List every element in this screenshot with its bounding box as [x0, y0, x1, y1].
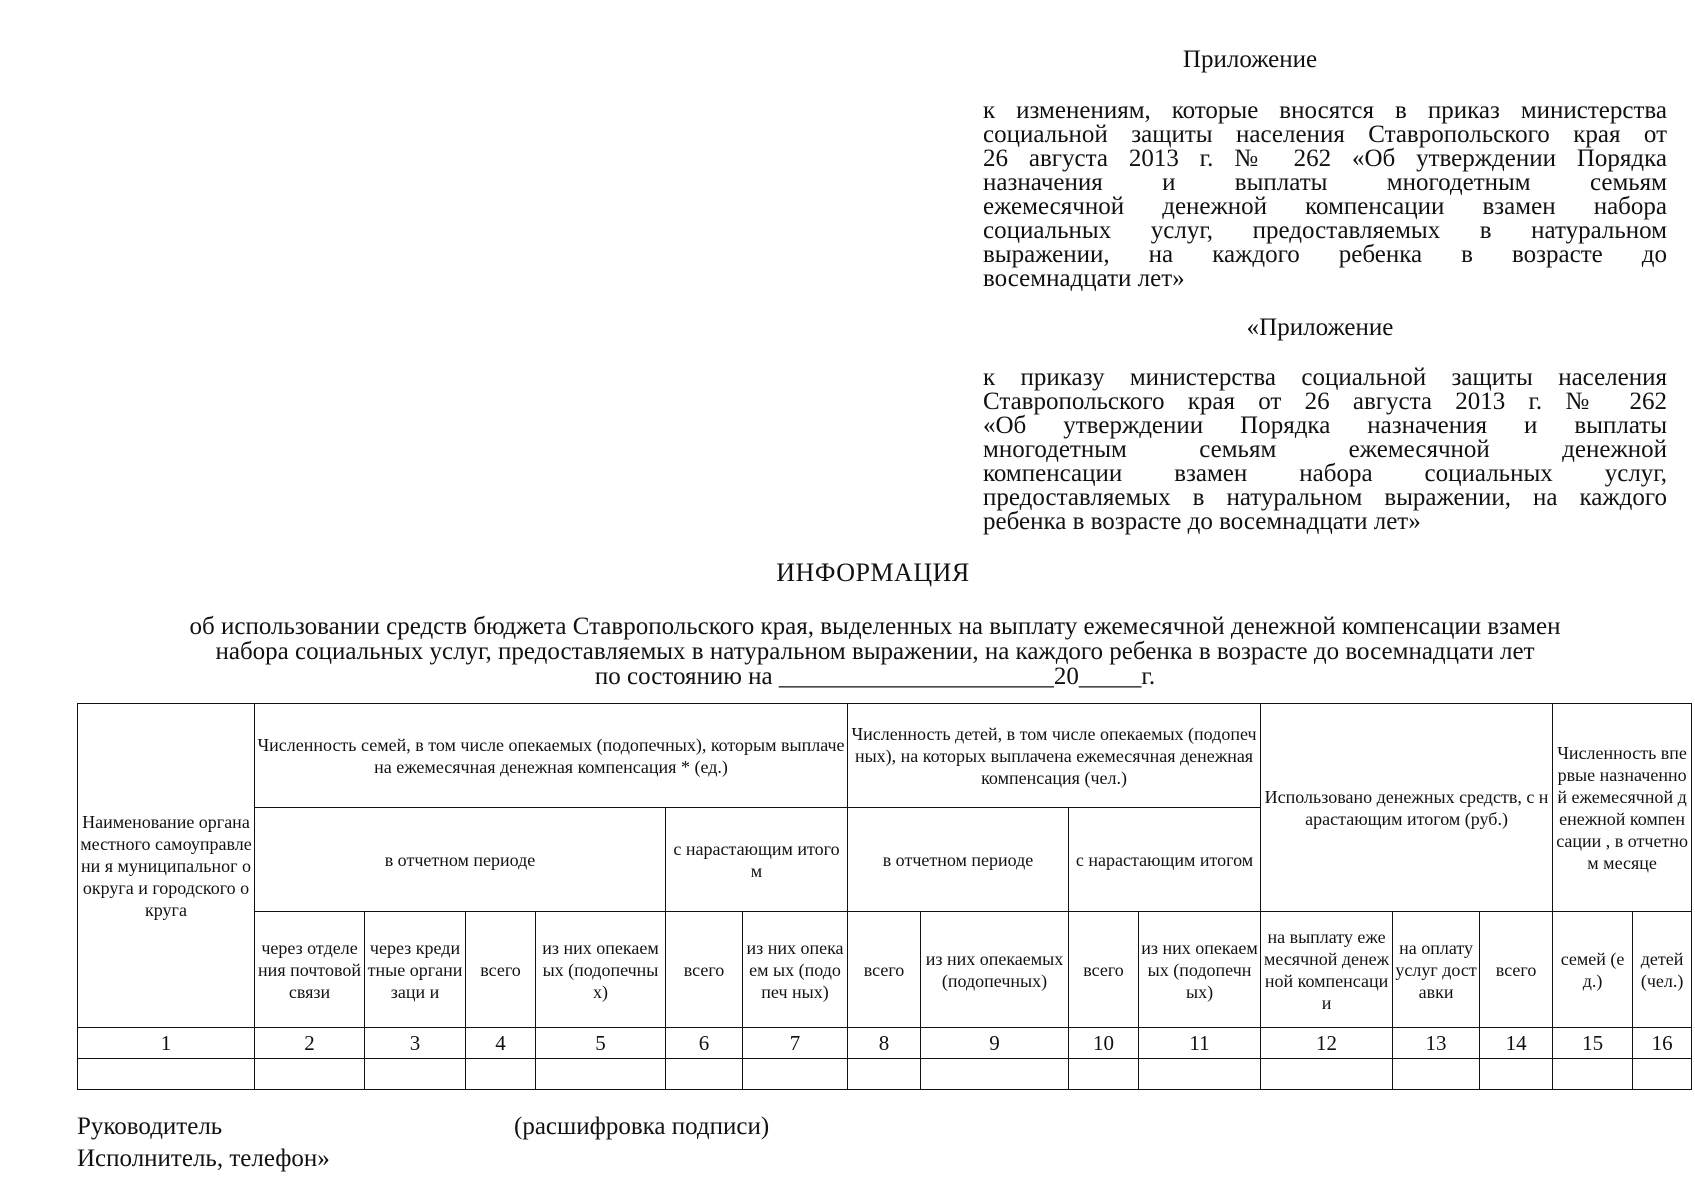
table-cell [1633, 1059, 1692, 1090]
info-subtitle-line: набора социальных услуг, предоставляемых в натуральном выражении, на каждого ребенка в возрасте до восемнадцати лет [215, 638, 1535, 665]
appendix2-line: многодетным семьям ежемесячной денежной [983, 436, 1667, 463]
appendix1-line: ежемесячной денежной компенсации взамен набора [983, 193, 1667, 220]
families-cumulative: с нарастающим итогом [666, 808, 848, 912]
info-subtitle [60, 614, 1690, 689]
column-number: 13 [1393, 1028, 1480, 1059]
table-cell [1480, 1059, 1553, 1090]
appendix1-text [983, 99, 1667, 291]
sub-header: всего [666, 912, 743, 1028]
sub-header: через кредитные организаци и [365, 912, 466, 1028]
sub-header: детей (чел.) [1633, 912, 1692, 1028]
sub-header: всего [466, 912, 536, 1028]
table-cell [1553, 1059, 1633, 1090]
table-cell [466, 1059, 536, 1090]
column-number: 6 [666, 1028, 743, 1059]
table-cell [536, 1059, 666, 1090]
children-cumulative: с нарастающим итогом [1069, 808, 1261, 912]
appendix2-line: предоставляемых в натуральном выражении, на каждого [983, 484, 1667, 511]
appendix1-title: Приложение [1182, 46, 1318, 73]
table-cell [255, 1059, 365, 1090]
sub-header: семей (ед.) [1553, 912, 1633, 1028]
report-table [77, 703, 1692, 1090]
table-cell [666, 1059, 743, 1090]
table-cell [1261, 1059, 1393, 1090]
table-cell [365, 1059, 466, 1090]
appendix2-title: «Приложение [1246, 314, 1394, 341]
new-compensation-header: Численность впервые назначенной ежемесячной денежной компенсации , в отчетном месяце [1553, 704, 1692, 912]
info-subtitle-line: об использовании средств бюджета Ставропольского края, выделенных на выплату ежемесячной денежной компенсации взамен [189, 613, 1561, 640]
sub-header: на выплату ежемесячной денежной компенсации [1261, 912, 1393, 1028]
children-header: Численность детей, в том числе опекаемых (подопечных), на которых выплачена ежемесячная денежная компенсация (чел.) [848, 704, 1261, 808]
table-cell [921, 1059, 1069, 1090]
table-cell [848, 1059, 921, 1090]
appendix2-line: компенсации взамен набора социальных услуг, [983, 460, 1667, 487]
column-number: 4 [466, 1028, 536, 1059]
appendix1-line: к изменениям, которые вносятся в приказ министерства [983, 97, 1667, 124]
column-number: 15 [1553, 1028, 1633, 1059]
sub-header: из них опекаемых (подопечн ых) [1139, 912, 1261, 1028]
appendix2-line: «Об утверждении Порядка назначения и выплаты [983, 412, 1667, 439]
families-header: Численность семей, в том числе опекаемых (подопечных), которым выплачена ежемесячная денежная компенсация * (ед.) [255, 704, 848, 808]
families-reporting-period: в отчетном периоде [255, 808, 666, 912]
column-number: 9 [921, 1028, 1069, 1059]
appendix1-line: выражении, на каждого ребенка в возрасте до [983, 241, 1667, 268]
table-cell [743, 1059, 848, 1090]
col-org-header: Наименование органа местного самоуправлени я муниципальног о округа и городского округа [78, 704, 255, 1028]
appendix2-line: к приказу министерства социальной защиты населения [983, 364, 1667, 391]
column-number: 10 [1069, 1028, 1139, 1059]
children-reporting-period: в отчетном периоде [848, 808, 1069, 912]
column-number: 14 [1480, 1028, 1553, 1059]
appendix1-line: восемнадцати лет» [983, 265, 1185, 292]
sub-header: из них опекаемых (подопечных) [921, 912, 1069, 1028]
column-number: 2 [255, 1028, 365, 1059]
column-number: 3 [365, 1028, 466, 1059]
column-number: 16 [1633, 1028, 1692, 1059]
appendix2-line: Ставропольского края от 26 августа 2013 г. № 262 [983, 388, 1667, 415]
footer-executor: Исполнитель, телефон» [77, 1145, 330, 1172]
column-number: 12 [1261, 1028, 1393, 1059]
appendix2-line: ребенка в возрасте до восемнадцати лет» [983, 508, 1421, 535]
money-header: Использовано денежных средств, с нарастающим итогом (руб.) [1261, 704, 1553, 912]
sub-header: всего [1069, 912, 1139, 1028]
footer-signature: (расшифровка подписи) [514, 1113, 770, 1140]
sub-header: всего [848, 912, 921, 1028]
table-cell [1139, 1059, 1261, 1090]
sub-header: из них опекаем ых (подопеч ных) [743, 912, 848, 1028]
appendix2-text [983, 366, 1667, 534]
appendix1-line: социальных услуг, предоставляемых в натуральном [983, 217, 1667, 244]
column-number: 7 [743, 1028, 848, 1059]
column-number: 11 [1139, 1028, 1261, 1059]
table-cell [78, 1059, 255, 1090]
appendix1-line: 26 августа 2013 г. № 262 «Об утверждении Порядка [983, 145, 1667, 172]
table-cell [1069, 1059, 1139, 1090]
sub-header: из них опекаемых (подопечны х) [536, 912, 666, 1028]
table-row [78, 1059, 1692, 1090]
column-number: 8 [848, 1028, 921, 1059]
info-date-line: по состоянию на ______________________20_____г. [594, 663, 1156, 690]
column-number: 1 [78, 1028, 255, 1059]
appendix1-line: социальной защиты населения Ставропольского края от [983, 121, 1667, 148]
column-number: 5 [536, 1028, 666, 1059]
appendix1-line: назначения и выплаты многодетным семьям [983, 169, 1667, 196]
sub-header: на оплату услуг доставки [1393, 912, 1480, 1028]
table-cell [1393, 1059, 1480, 1090]
footer-head: Руководитель [77, 1113, 223, 1140]
info-title: ИНФОРМАЦИЯ [776, 558, 970, 587]
sub-header: всего [1480, 912, 1553, 1028]
sub-header: через отделения почтовой связи [255, 912, 365, 1028]
